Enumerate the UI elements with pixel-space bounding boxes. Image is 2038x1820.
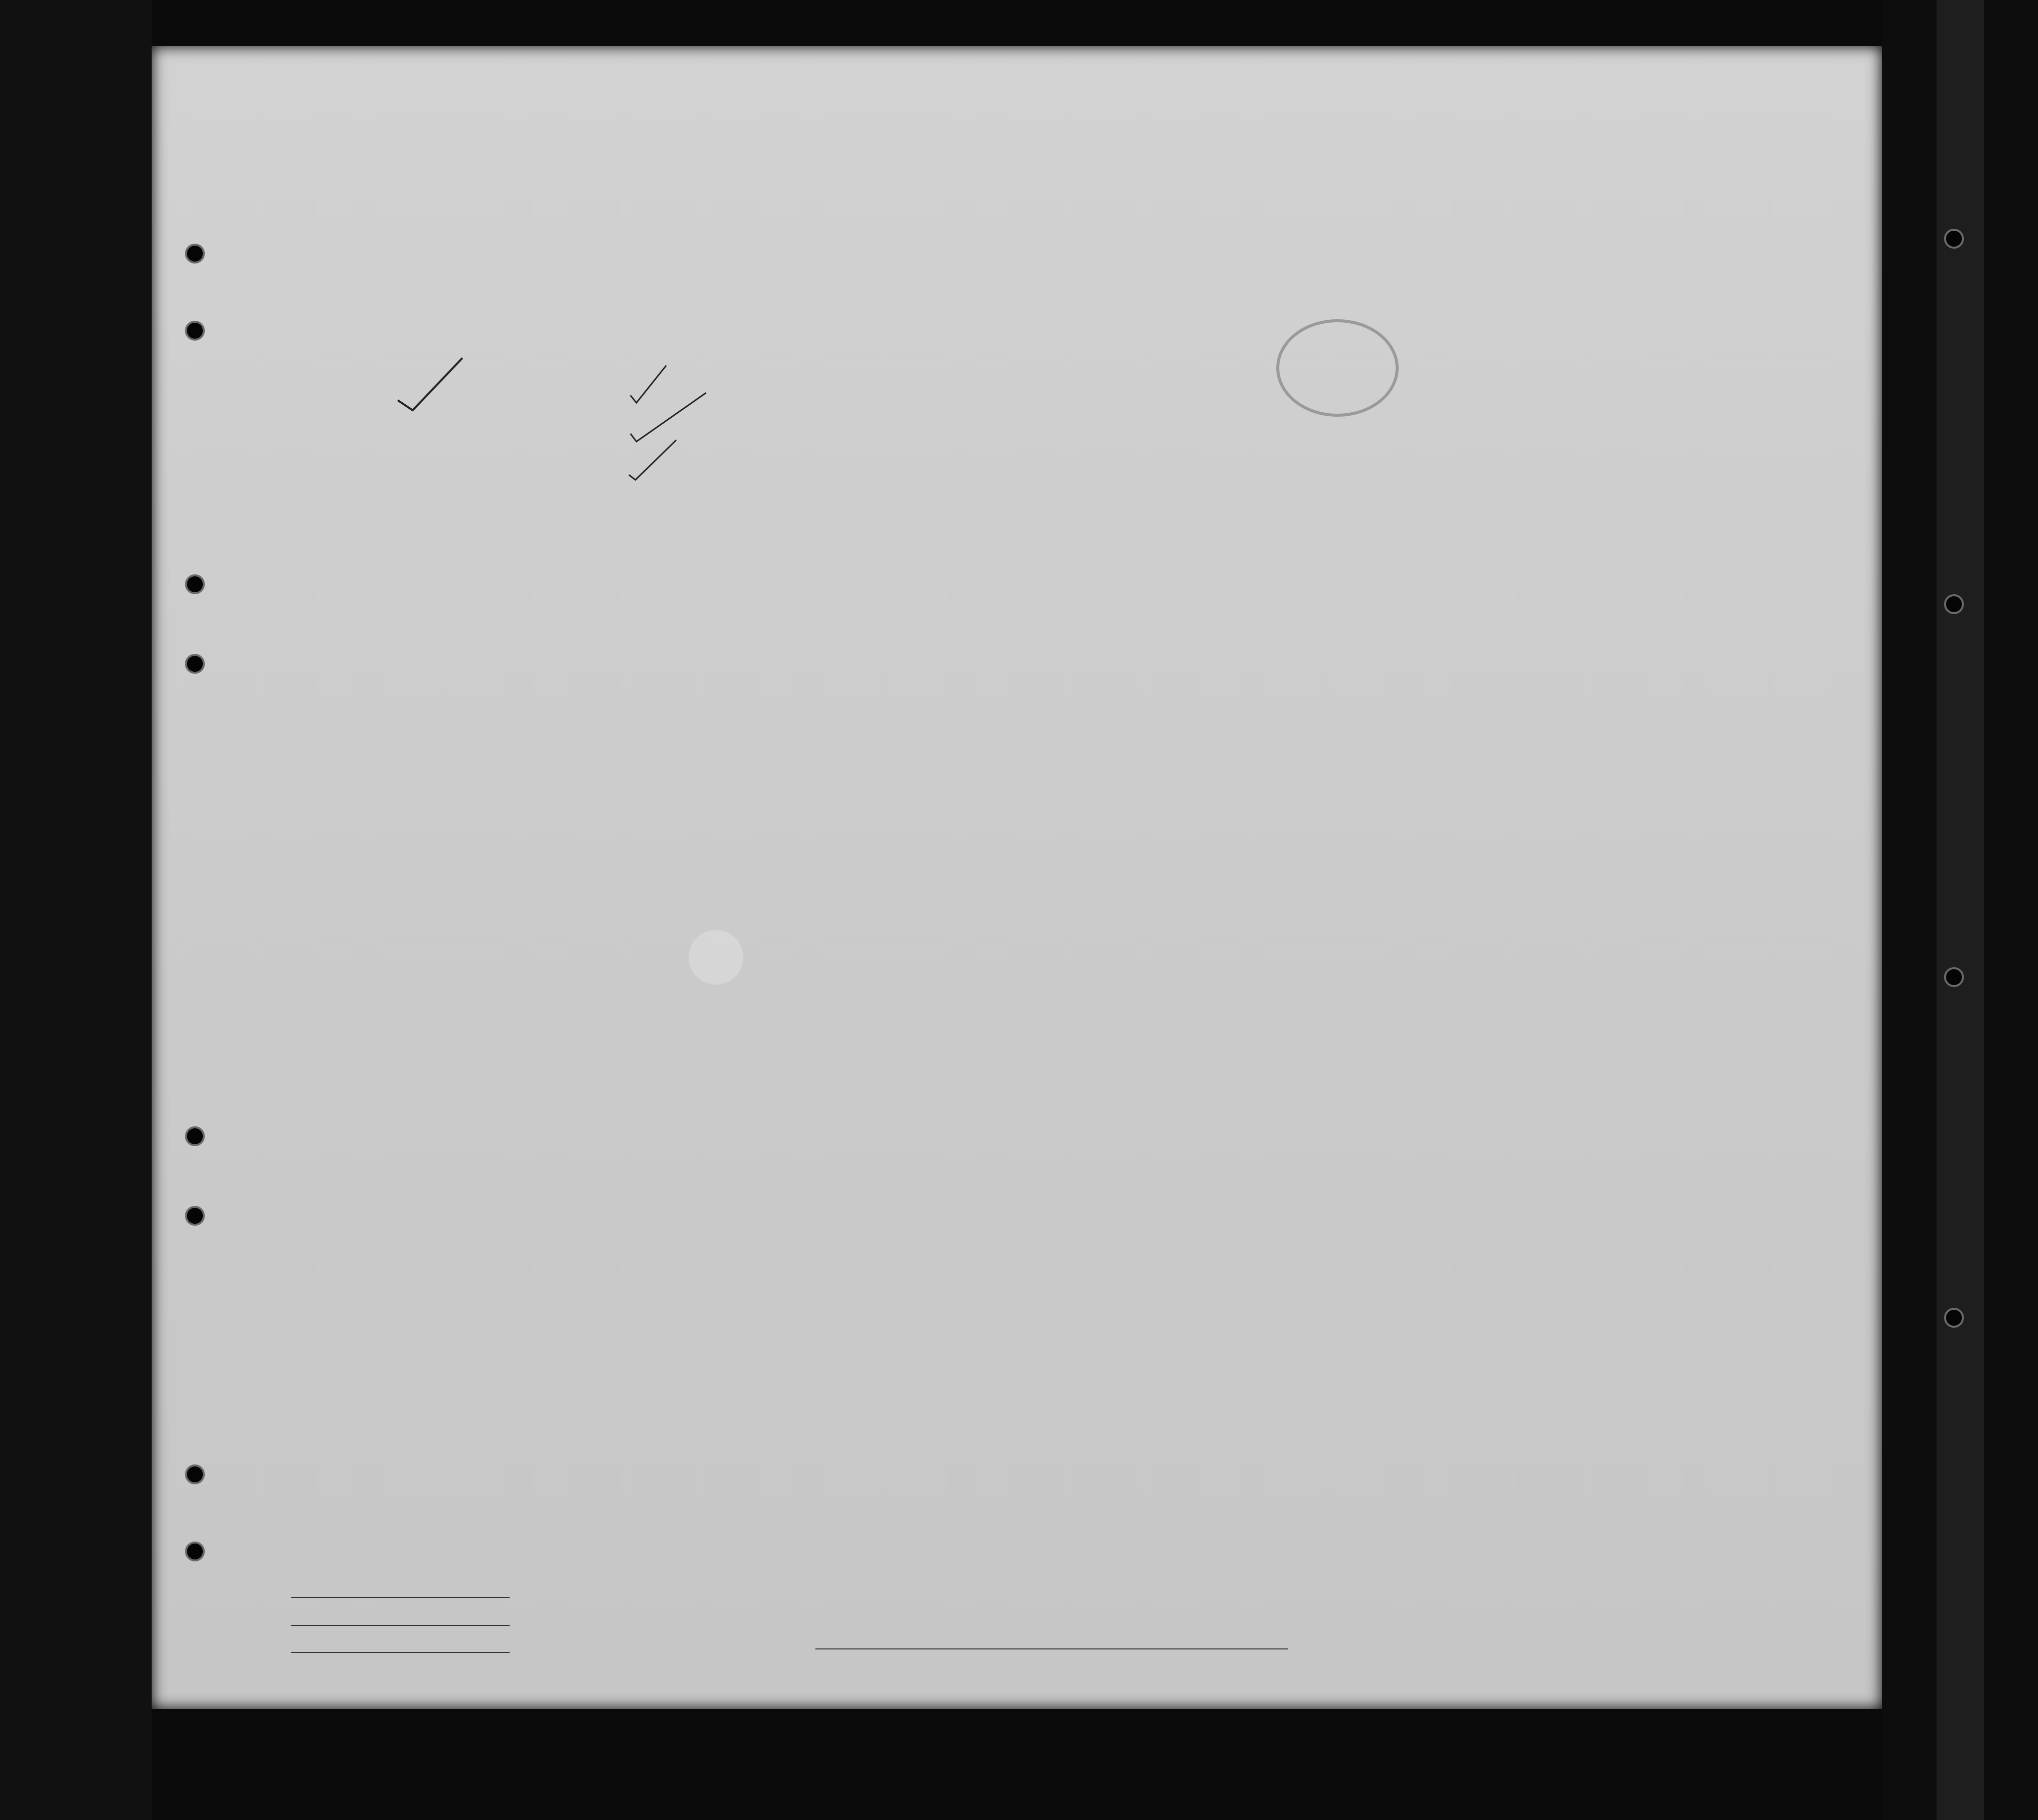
- check-icon: [630, 365, 666, 403]
- owners-underline: [291, 1625, 510, 1626]
- line-underline: [291, 1597, 510, 1598]
- faint-stamp-circle: [1278, 321, 1397, 415]
- check-icon: [629, 440, 676, 480]
- check-icon: [398, 358, 462, 410]
- paper-stain: [689, 930, 743, 985]
- agents-underline: [291, 1652, 510, 1653]
- signature-underline: [815, 1648, 1288, 1649]
- check-icon: [630, 393, 706, 442]
